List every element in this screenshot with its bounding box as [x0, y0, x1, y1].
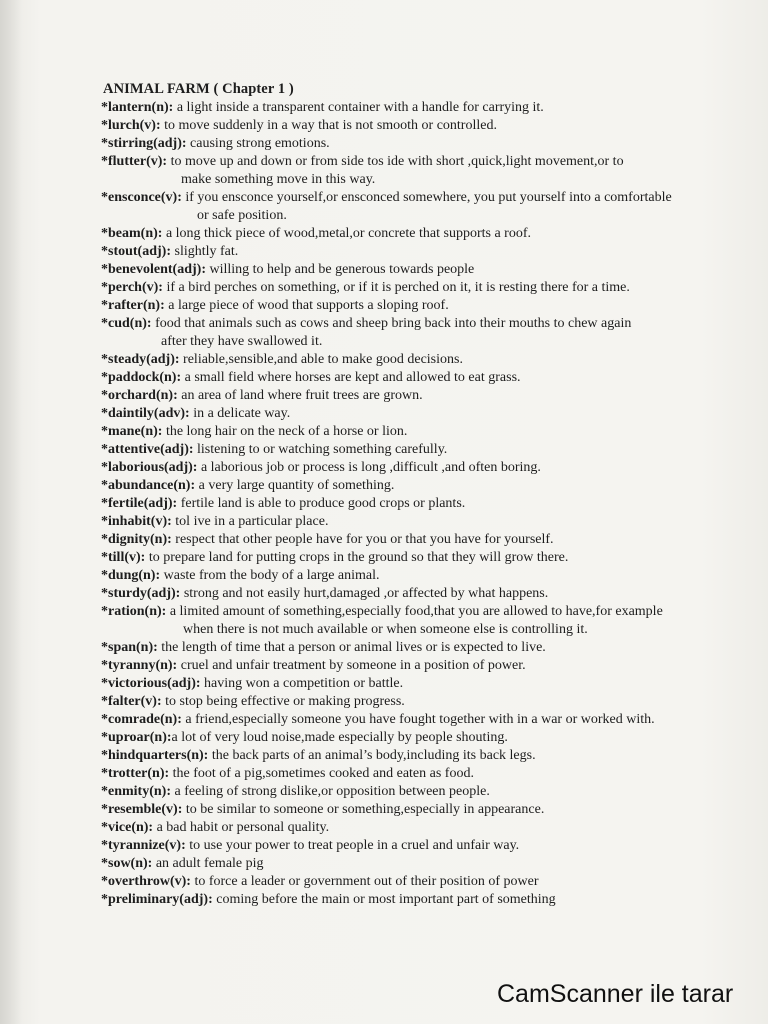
- vocab-entry: [101, 405, 767, 423]
- vocab-entry: [101, 99, 767, 117]
- vocab-term: *cud(n):: [101, 316, 152, 331]
- vocab-definition-continued: when there is not much available or when someone else is controlling it.: [183, 622, 588, 637]
- vocab-definition: cruel and unfair treatment by someone in a position of power.: [177, 658, 526, 673]
- vocab-term: *preliminary(adj):: [101, 892, 213, 907]
- vocab-definition: willing to help and be generous towards people: [206, 262, 475, 277]
- vocab-entry: [101, 567, 767, 585]
- vocab-entry: [101, 657, 767, 675]
- vocab-definition: a limited amount of something,especially food,that you are allowed to have,for example: [166, 604, 663, 619]
- vocab-entry: [101, 855, 767, 873]
- vocab-definition: respect that other people have for you or that you have for yourself.: [171, 532, 554, 547]
- vocab-definition: a light inside a transparent container with a handle for carrying it.: [173, 100, 544, 115]
- vocab-definition: if a bird perches on something, or if it is perched on it, it is resting there for a time.: [162, 280, 630, 295]
- vocab-term: *paddock(n):: [101, 370, 182, 385]
- vocab-entry: [101, 459, 767, 477]
- vocab-entry: [101, 441, 767, 459]
- vocab-definition-continued: after they have swallowed it.: [161, 334, 323, 349]
- vocab-entry: [101, 189, 767, 207]
- vocab-term: *fertile(adj):: [101, 496, 178, 511]
- vocab-entry: [101, 549, 767, 567]
- vocab-definition: the length of time that a person or animal lives or is expected to live.: [157, 640, 546, 655]
- vocab-entry: [101, 639, 767, 657]
- vocab-definition: an adult female pig: [152, 856, 264, 871]
- vocab-term: *beam(n):: [101, 226, 163, 241]
- vocab-entry: [101, 603, 767, 621]
- vocab-term: *tyranny(n):: [101, 658, 178, 673]
- vocab-term: *mane(n):: [101, 424, 163, 439]
- vocab-definition: the long hair on the neck of a horse or lion.: [162, 424, 408, 439]
- vocab-term: *falter(v):: [101, 694, 162, 709]
- vocab-term: *vice(n):: [101, 820, 154, 835]
- vocab-entry: [101, 513, 767, 531]
- vocab-definition: in a delicate way.: [189, 406, 291, 421]
- vocab-term: *sow(n):: [101, 856, 153, 871]
- vocab-term: *perch(v):: [101, 280, 163, 295]
- vocabulary-list: [101, 99, 767, 909]
- vocab-term: *steady(adj):: [101, 352, 180, 367]
- vocab-term: *dung(n):: [101, 568, 161, 583]
- vocab-term: *overthrow(v):: [101, 874, 191, 889]
- vocab-definition: a small field where horses are kept and allowed to eat grass.: [181, 370, 521, 385]
- vocab-definition: a long thick piece of wood,metal,or concrete that supports a roof.: [162, 226, 531, 241]
- vocab-term: *hindquarters(n):: [101, 748, 209, 763]
- vocab-term: *laborious(adj):: [101, 460, 198, 475]
- vocab-definition: causing strong emotions.: [186, 136, 330, 151]
- vocab-term: *stirring(adj):: [101, 136, 187, 151]
- vocab-term: *benevolent(adj):: [101, 262, 206, 277]
- vocab-definition: an area of land where fruit trees are grown.: [177, 388, 423, 403]
- vocab-definition: a bad habit or personal quality.: [153, 820, 330, 835]
- vocab-definition: listening to or watching something carefully.: [193, 442, 448, 457]
- vocab-definition: a very large quantity of something.: [195, 478, 395, 493]
- vocab-definition: to use your power to treat people in a cruel and unfair way.: [185, 838, 520, 853]
- vocab-entry: [101, 279, 767, 297]
- vocab-entry: [101, 315, 767, 333]
- vocab-term: *inhabit(v):: [101, 514, 172, 529]
- vocab-entry: [101, 387, 767, 405]
- vocab-entry: [101, 261, 767, 279]
- vocab-entry: [101, 153, 767, 171]
- vocab-definition-continued: or safe position.: [197, 208, 287, 223]
- vocab-entry: [101, 477, 767, 495]
- vocab-definition: a friend,especially someone you have fought together with in a war or worked with.: [181, 712, 655, 727]
- vocab-definition: to be similar to someone or something,especially in appearance.: [182, 802, 545, 817]
- vocab-entry: [101, 225, 767, 243]
- vocab-definition: the foot of a pig,sometimes cooked and eaten as food.: [169, 766, 474, 781]
- scanner-watermark: CamScanner ile tarar: [497, 980, 734, 1008]
- document-title: ANIMAL FARM ( Chapter 1 ): [103, 81, 294, 97]
- vocab-entry: [101, 783, 767, 801]
- vocab-definition: fertile land is able to produce good crops or plants.: [177, 496, 466, 511]
- vocab-term: *trotter(n):: [101, 766, 170, 781]
- vocab-term: *uproar(n):: [101, 730, 172, 745]
- vocab-entry: [101, 495, 767, 513]
- vocab-definition: a feeling of strong dislike,or opposition between people.: [171, 784, 490, 799]
- vocab-term: *till(v):: [101, 550, 146, 565]
- vocab-definition: a large piece of wood that supports a sloping roof.: [164, 298, 449, 313]
- vocab-term: *flutter(v):: [101, 154, 168, 169]
- vocab-term: *resemble(v):: [101, 802, 183, 817]
- vocab-definition: to prepare land for putting crops in the ground so that they will grow there.: [145, 550, 569, 565]
- vocab-definition: strong and not easily hurt,damaged ,or affected by what happens.: [180, 586, 549, 601]
- vocab-term: *lantern(n):: [101, 100, 174, 115]
- vocab-definition-continued: make something move in this way.: [181, 172, 376, 187]
- vocab-entry: [101, 873, 767, 891]
- vocab-definition: a lot of very loud noise,made especially by people shouting.: [171, 730, 508, 745]
- vocab-term: *ration(n):: [101, 604, 167, 619]
- vocab-term: *lurch(v):: [101, 118, 161, 133]
- vocab-entry: [101, 747, 767, 765]
- page-edge-shadow: [0, 0, 22, 1024]
- vocab-entry: [101, 243, 767, 261]
- vocab-definition: to move suddenly in a way that is not smooth or controlled.: [160, 118, 497, 133]
- vocab-entry: [101, 423, 767, 441]
- vocab-entry: [101, 891, 767, 909]
- vocab-term: *orchard(n):: [101, 388, 178, 403]
- vocab-entry: [101, 297, 767, 315]
- vocab-entry: [101, 135, 767, 153]
- vocab-term: *victorious(adj):: [101, 676, 201, 691]
- vocab-definition: to move up and down or from side tos ide with short ,quick,light movement,or to: [167, 154, 624, 169]
- vocab-term: *comrade(n):: [101, 712, 182, 727]
- vocab-definition: to force a leader or government out of their position of power: [190, 874, 539, 889]
- vocab-definition: waste from the body of a large animal.: [160, 568, 380, 583]
- vocab-term: *rafter(n):: [101, 298, 165, 313]
- vocab-entry: [101, 729, 767, 747]
- vocab-definition: to stop being effective or making progress.: [161, 694, 405, 709]
- vocab-term: *enmity(n):: [101, 784, 171, 799]
- vocab-definition: a laborious job or process is long ,difficult ,and often boring.: [197, 460, 541, 475]
- vocab-entry: [101, 711, 767, 729]
- vocabulary-document: [101, 80, 767, 909]
- vocab-entry: [101, 117, 767, 135]
- vocab-term: *ensconce(v):: [101, 190, 182, 205]
- vocab-entry: [101, 801, 767, 819]
- vocab-term: *daintily(adv):: [101, 406, 190, 421]
- vocab-entry: [101, 837, 767, 855]
- vocab-entry: [101, 693, 767, 711]
- vocab-term: *abundance(n):: [101, 478, 196, 493]
- vocab-definition: coming before the main or most important part of something: [212, 892, 556, 907]
- vocab-term: *dignity(n):: [101, 532, 172, 547]
- vocab-term: *tyrannize(v):: [101, 838, 186, 853]
- vocab-term: *stout(adj):: [101, 244, 171, 259]
- vocab-entry: [101, 585, 767, 603]
- vocab-definition: food that animals such as cows and sheep bring back into their mouths to chew again: [151, 316, 632, 331]
- vocab-entry: [101, 369, 767, 387]
- vocab-definition: if you ensconce yourself,or ensconced somewhere, you put yourself into a comfortable: [181, 190, 672, 205]
- vocab-entry: [101, 531, 767, 549]
- vocab-term: *attentive(adj):: [101, 442, 194, 457]
- vocab-definition: having won a competition or battle.: [200, 676, 404, 691]
- vocab-entry: [101, 765, 767, 783]
- vocab-definition: slightly fat.: [171, 244, 239, 259]
- vocab-entry: [101, 351, 767, 369]
- vocab-definition: the back parts of an animal’s body,including its back legs.: [208, 748, 536, 763]
- vocab-definition: tol ive in a particular place.: [171, 514, 329, 529]
- vocab-entry: [101, 675, 767, 693]
- vocab-definition: reliable,sensible,and able to make good decisions.: [179, 352, 463, 367]
- vocab-entry: [101, 819, 767, 837]
- vocab-term: *sturdy(adj):: [101, 586, 181, 601]
- vocab-term: *span(n):: [101, 640, 158, 655]
